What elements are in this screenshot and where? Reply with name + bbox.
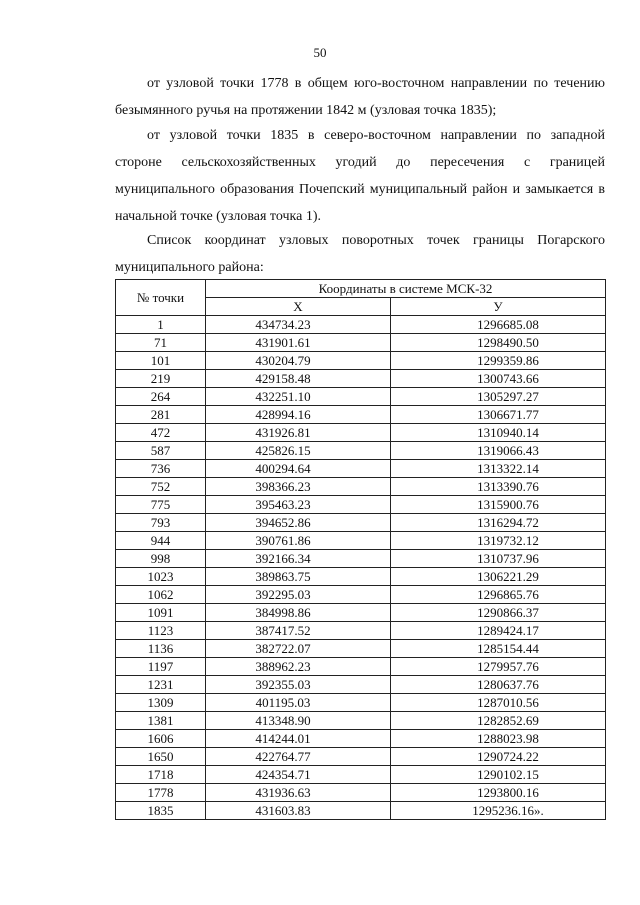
y-coordinate-cell: 1316294.72 bbox=[391, 514, 606, 532]
table-row bbox=[116, 604, 606, 622]
x-coordinate-cell: 430204.79 bbox=[206, 352, 391, 370]
table-row bbox=[116, 406, 606, 424]
x-coordinate-cell: 395463.23 bbox=[206, 496, 391, 514]
table-row bbox=[116, 622, 606, 640]
y-coordinate-cell: 1310737.96 bbox=[391, 550, 606, 568]
x-coordinate-cell: 382722.07 bbox=[206, 640, 391, 658]
table-row bbox=[116, 316, 606, 334]
header-y: У bbox=[391, 298, 606, 316]
table-row bbox=[116, 730, 606, 748]
x-coordinate-cell: 392295.03 bbox=[206, 586, 391, 604]
table-row bbox=[116, 442, 606, 460]
y-coordinate-cell: 1290866.37 bbox=[391, 604, 606, 622]
table-row bbox=[116, 532, 606, 550]
point-number-cell: 793 bbox=[116, 514, 206, 532]
point-number-cell: 736 bbox=[116, 460, 206, 478]
table-row bbox=[116, 802, 606, 820]
x-coordinate-cell: 434734.23 bbox=[206, 316, 391, 334]
table-row bbox=[116, 676, 606, 694]
x-coordinate-cell: 431936.63 bbox=[206, 784, 391, 802]
table-row bbox=[116, 334, 606, 352]
x-coordinate-cell: 401195.03 bbox=[206, 694, 391, 712]
x-coordinate-cell: 413348.90 bbox=[206, 712, 391, 730]
point-number-cell: 1062 bbox=[116, 586, 206, 604]
y-coordinate-cell: 1288023.98 bbox=[391, 730, 606, 748]
table-row bbox=[116, 352, 606, 370]
point-number-cell: 1309 bbox=[116, 694, 206, 712]
table-row bbox=[116, 568, 606, 586]
table-row bbox=[116, 496, 606, 514]
y-coordinate-cell: 1300743.66 bbox=[391, 370, 606, 388]
table-row bbox=[116, 388, 606, 406]
y-coordinate-cell: 1306671.77 bbox=[391, 406, 606, 424]
table-row bbox=[116, 586, 606, 604]
header-x: X bbox=[206, 298, 391, 316]
y-coordinate-cell: 1313322.14 bbox=[391, 460, 606, 478]
paragraph-1: от узловой точки 1778 в общем юго-восточном направлении по течению безымянного ручья на протяжении 1842 м (узловая точка 1835); bbox=[115, 76, 605, 118]
table-row bbox=[116, 784, 606, 802]
table-row bbox=[116, 460, 606, 478]
point-number-cell: 219 bbox=[116, 370, 206, 388]
table-row bbox=[116, 478, 606, 496]
y-coordinate-cell: 1299359.86 bbox=[391, 352, 606, 370]
point-number-cell: 1023 bbox=[116, 568, 206, 586]
point-number-cell: 1197 bbox=[116, 658, 206, 676]
paragraph-2: от узловой точки 1835 в северо-восточном направлении по западной стороне сельскохозяйственных угодий до пересечения с границей муниципального образования Почепский муниципальный район и замыкается в начальной точке (узловая точка 1). bbox=[115, 128, 605, 224]
point-number-cell: 1091 bbox=[116, 604, 206, 622]
x-coordinate-cell: 431603.83 bbox=[206, 802, 391, 820]
coordinates-table bbox=[115, 279, 606, 820]
point-number-cell: 1381 bbox=[116, 712, 206, 730]
page-number: 50 bbox=[313, 45, 327, 60]
x-coordinate-cell: 392355.03 bbox=[206, 676, 391, 694]
y-coordinate-cell: 1287010.56 bbox=[391, 694, 606, 712]
x-coordinate-cell: 384998.86 bbox=[206, 604, 391, 622]
point-number-cell: 1835 bbox=[116, 802, 206, 820]
x-coordinate-cell: 398366.23 bbox=[206, 478, 391, 496]
x-coordinate-cell: 414244.01 bbox=[206, 730, 391, 748]
point-number-cell: 752 bbox=[116, 478, 206, 496]
y-coordinate-cell: 1319732.12 bbox=[391, 532, 606, 550]
x-coordinate-cell: 422764.77 bbox=[206, 748, 391, 766]
x-coordinate-cell: 390761.86 bbox=[206, 532, 391, 550]
y-coordinate-cell: 1282852.69 bbox=[391, 712, 606, 730]
table-row bbox=[116, 712, 606, 730]
y-coordinate-cell: 1315900.76 bbox=[391, 496, 606, 514]
y-coordinate-cell: 1279957.76 bbox=[391, 658, 606, 676]
x-coordinate-cell: 387417.52 bbox=[206, 622, 391, 640]
y-coordinate-cell: 1306221.29 bbox=[391, 568, 606, 586]
point-number-cell: 998 bbox=[116, 550, 206, 568]
table-row bbox=[116, 640, 606, 658]
y-coordinate-cell: 1280637.76 bbox=[391, 676, 606, 694]
point-number-cell: 281 bbox=[116, 406, 206, 424]
y-coordinate-cell: 1295236.16». bbox=[391, 802, 606, 820]
point-number-cell: 264 bbox=[116, 388, 206, 406]
table-row bbox=[116, 748, 606, 766]
x-coordinate-cell: 392166.34 bbox=[206, 550, 391, 568]
x-coordinate-cell: 424354.71 bbox=[206, 766, 391, 784]
point-number-cell: 1718 bbox=[116, 766, 206, 784]
point-number-cell: 1231 bbox=[116, 676, 206, 694]
point-number-cell: 1606 bbox=[116, 730, 206, 748]
x-coordinate-cell: 429158.48 bbox=[206, 370, 391, 388]
y-coordinate-cell: 1319066.43 bbox=[391, 442, 606, 460]
y-coordinate-cell: 1313390.76 bbox=[391, 478, 606, 496]
table-row bbox=[116, 550, 606, 568]
x-coordinate-cell: 428994.16 bbox=[206, 406, 391, 424]
y-coordinate-cell: 1296865.76 bbox=[391, 586, 606, 604]
y-coordinate-cell: 1298490.50 bbox=[391, 334, 606, 352]
x-coordinate-cell: 432251.10 bbox=[206, 388, 391, 406]
y-coordinate-cell: 1290102.15 bbox=[391, 766, 606, 784]
x-coordinate-cell: 431901.61 bbox=[206, 334, 391, 352]
point-number-cell: 1 bbox=[116, 316, 206, 334]
point-number-cell: 775 bbox=[116, 496, 206, 514]
point-number-cell: 472 bbox=[116, 424, 206, 442]
point-number-cell: 587 bbox=[116, 442, 206, 460]
point-number-cell: 71 bbox=[116, 334, 206, 352]
table-row bbox=[116, 658, 606, 676]
table-row bbox=[116, 694, 606, 712]
x-coordinate-cell: 389863.75 bbox=[206, 568, 391, 586]
point-number-cell: 1123 bbox=[116, 622, 206, 640]
point-number-cell: 1136 bbox=[116, 640, 206, 658]
table-row bbox=[116, 370, 606, 388]
header-point-number: № точки bbox=[116, 280, 206, 316]
point-number-cell: 1778 bbox=[116, 784, 206, 802]
header-coordinates: Координаты в системе МСК-32 bbox=[206, 280, 606, 298]
table-row bbox=[116, 766, 606, 784]
y-coordinate-cell: 1285154.44 bbox=[391, 640, 606, 658]
y-coordinate-cell: 1290724.22 bbox=[391, 748, 606, 766]
y-coordinate-cell: 1310940.14 bbox=[391, 424, 606, 442]
table-row bbox=[116, 514, 606, 532]
point-number-cell: 1650 bbox=[116, 748, 206, 766]
x-coordinate-cell: 388962.23 bbox=[206, 658, 391, 676]
table-body bbox=[116, 316, 606, 820]
y-coordinate-cell: 1296685.08 bbox=[391, 316, 606, 334]
paragraph-3: Список координат узловых поворотных точек границы Погарского муниципального района: bbox=[115, 233, 605, 275]
point-number-cell: 101 bbox=[116, 352, 206, 370]
x-coordinate-cell: 400294.64 bbox=[206, 460, 391, 478]
x-coordinate-cell: 431926.81 bbox=[206, 424, 391, 442]
point-number-cell: 944 bbox=[116, 532, 206, 550]
table-row bbox=[116, 424, 606, 442]
x-coordinate-cell: 394652.86 bbox=[206, 514, 391, 532]
y-coordinate-cell: 1293800.16 bbox=[391, 784, 606, 802]
x-coordinate-cell: 425826.15 bbox=[206, 442, 391, 460]
y-coordinate-cell: 1305297.27 bbox=[391, 388, 606, 406]
y-coordinate-cell: 1289424.17 bbox=[391, 622, 606, 640]
